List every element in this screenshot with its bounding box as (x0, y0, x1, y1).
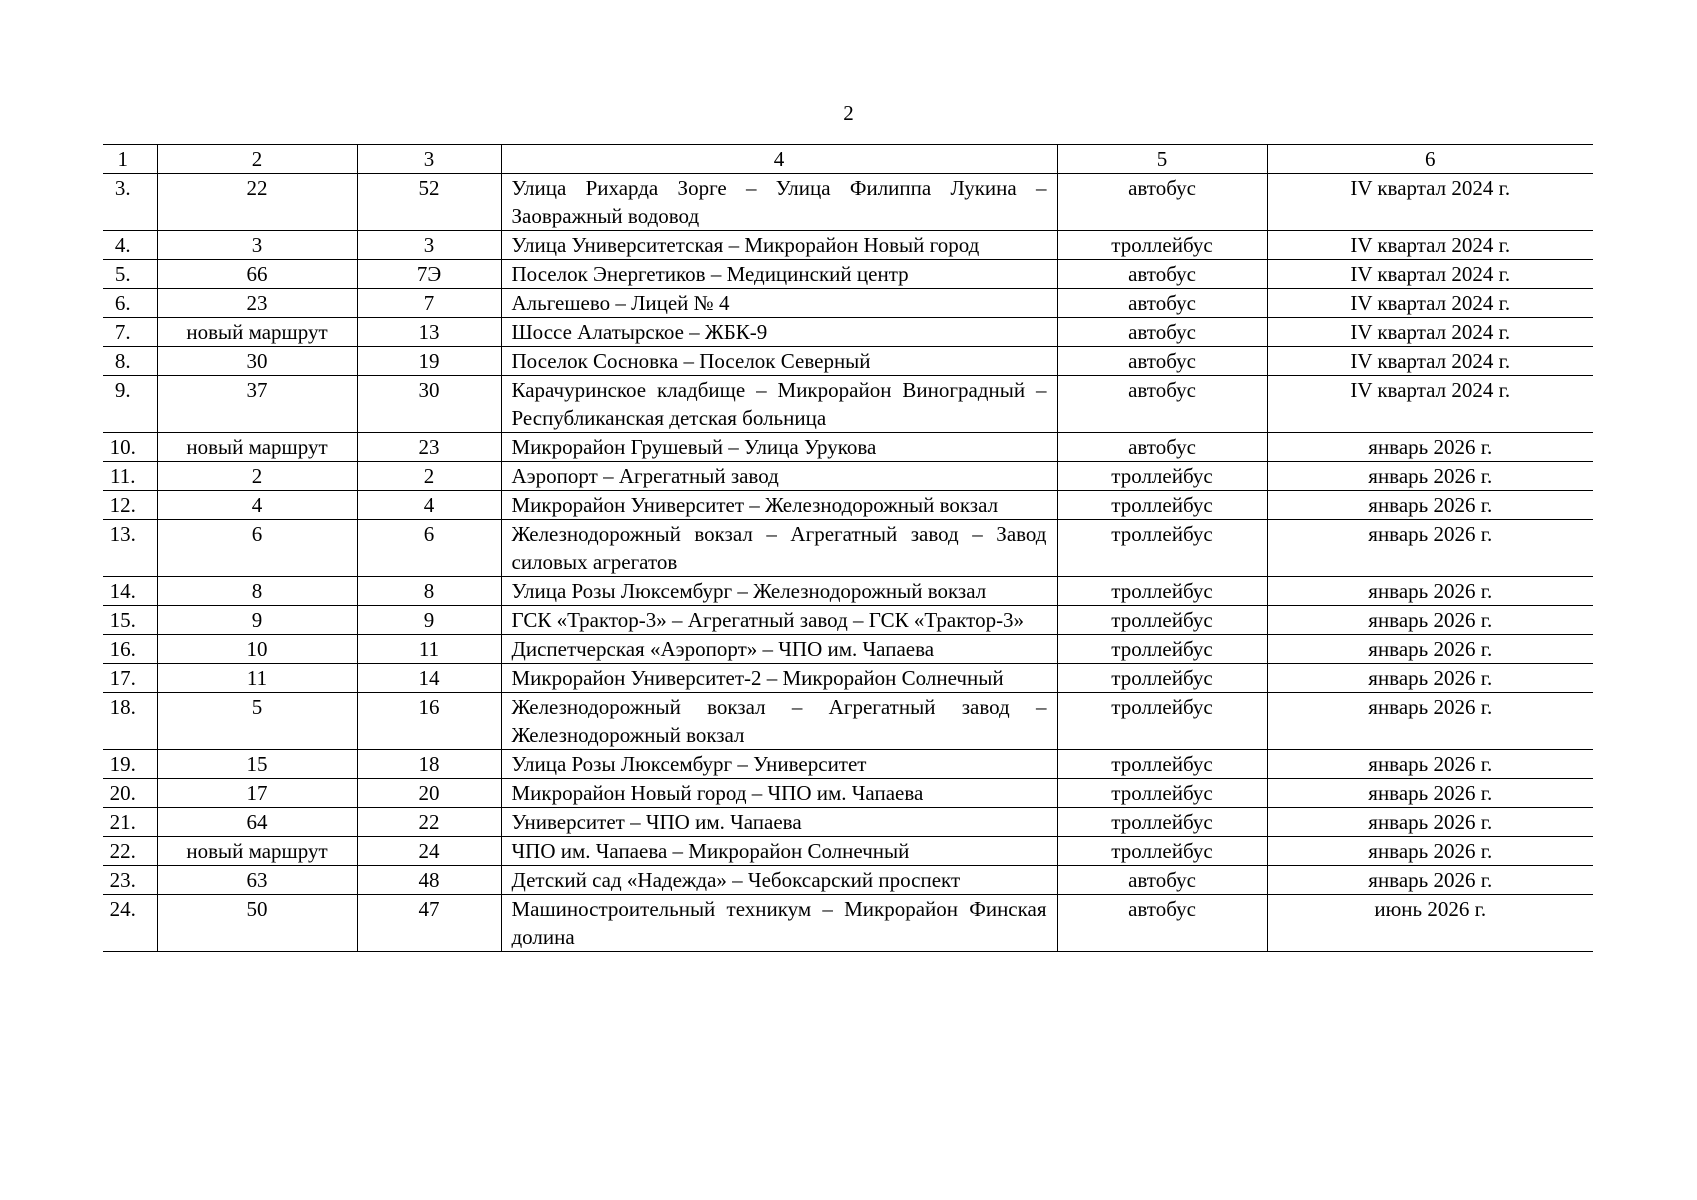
old-route-number-cell: 3 (157, 231, 357, 260)
header-cell-4: 4 (501, 145, 1057, 174)
row-number-cell: 6. (103, 289, 157, 318)
row-number-cell: 22. (103, 837, 157, 866)
old-route-number-cell: 23 (157, 289, 357, 318)
row-number-cell: 15. (103, 606, 157, 635)
old-route-number-cell: 30 (157, 347, 357, 376)
old-route-number-cell: 8 (157, 577, 357, 606)
table-row (103, 837, 1593, 866)
table-row (103, 318, 1593, 347)
new-route-number-cell: 52 (357, 174, 501, 231)
table-header-row (103, 145, 1593, 174)
transport-type-cell: троллейбус (1057, 231, 1267, 260)
table-row (103, 520, 1593, 577)
transport-type-cell: автобус (1057, 347, 1267, 376)
route-name-cell: Улица Университетская – Микрорайон Новый город (501, 231, 1057, 260)
row-number-cell: 14. (103, 577, 157, 606)
new-route-number-cell: 9 (357, 606, 501, 635)
transport-type-cell: троллейбус (1057, 635, 1267, 664)
transport-type-cell: автобус (1057, 895, 1267, 952)
new-route-number-cell: 16 (357, 693, 501, 750)
row-number-cell: 13. (103, 520, 157, 577)
transport-type-cell: троллейбус (1057, 808, 1267, 837)
table-row (103, 635, 1593, 664)
route-name-cell: Машиностроительный техникум – Микрорайон Финская долина (501, 895, 1057, 952)
row-number-cell: 5. (103, 260, 157, 289)
new-route-number-cell: 18 (357, 750, 501, 779)
old-route-number-cell: новый маршрут (157, 433, 357, 462)
launch-date-cell: январь 2026 г. (1267, 433, 1593, 462)
table-row (103, 260, 1593, 289)
table-row (103, 779, 1593, 808)
route-name-cell: ГСК «Трактор-3» – Агрегатный завод – ГСК «Трактор-3» (501, 606, 1057, 635)
row-number-cell: 9. (103, 376, 157, 433)
old-route-number-cell: 6 (157, 520, 357, 577)
table-row (103, 664, 1593, 693)
row-number-cell: 21. (103, 808, 157, 837)
header-cell-1: 1 (103, 145, 157, 174)
launch-date-cell: IV квартал 2024 г. (1267, 318, 1593, 347)
transport-type-cell: троллейбус (1057, 779, 1267, 808)
route-name-cell: Микрорайон Университет – Железнодорожный вокзал (501, 491, 1057, 520)
old-route-number-cell: 64 (157, 808, 357, 837)
new-route-number-cell: 48 (357, 866, 501, 895)
route-name-cell: Железнодорожный вокзал – Агрегатный завод – Завод силовых агрегатов (501, 520, 1057, 577)
new-route-number-cell: 13 (357, 318, 501, 347)
transport-type-cell: автобус (1057, 866, 1267, 895)
transport-type-cell: автобус (1057, 376, 1267, 433)
route-name-cell: Микрорайон Университет-2 – Микрорайон Солнечный (501, 664, 1057, 693)
route-name-cell: ЧПО им. Чапаева – Микрорайон Солнечный (501, 837, 1057, 866)
routes-table-body (103, 145, 1593, 952)
new-route-number-cell: 22 (357, 808, 501, 837)
new-route-number-cell: 14 (357, 664, 501, 693)
table-row (103, 693, 1593, 750)
launch-date-cell: январь 2026 г. (1267, 866, 1593, 895)
old-route-number-cell: 17 (157, 779, 357, 808)
old-route-number-cell: 37 (157, 376, 357, 433)
old-route-number-cell: 63 (157, 866, 357, 895)
new-route-number-cell: 30 (357, 376, 501, 433)
launch-date-cell: январь 2026 г. (1267, 779, 1593, 808)
row-number-cell: 10. (103, 433, 157, 462)
launch-date-cell: январь 2026 г. (1267, 693, 1593, 750)
route-name-cell: Железнодорожный вокзал – Агрегатный завод – Железнодорожный вокзал (501, 693, 1057, 750)
old-route-number-cell: 5 (157, 693, 357, 750)
row-number-cell: 19. (103, 750, 157, 779)
row-number-cell: 24. (103, 895, 157, 952)
row-number-cell: 18. (103, 693, 157, 750)
launch-date-cell: IV квартал 2024 г. (1267, 376, 1593, 433)
launch-date-cell: январь 2026 г. (1267, 635, 1593, 664)
transport-type-cell: автобус (1057, 318, 1267, 347)
row-number-cell: 7. (103, 318, 157, 347)
transport-type-cell: троллейбус (1057, 837, 1267, 866)
row-number-cell: 12. (103, 491, 157, 520)
launch-date-cell: IV квартал 2024 г. (1267, 231, 1593, 260)
old-route-number-cell: 66 (157, 260, 357, 289)
route-name-cell: Поселок Сосновка – Поселок Северный (501, 347, 1057, 376)
route-name-cell: Аэропорт – Агрегатный завод (501, 462, 1057, 491)
row-number-cell: 3. (103, 174, 157, 231)
table-row (103, 231, 1593, 260)
transport-type-cell: автобус (1057, 260, 1267, 289)
route-name-cell: Микрорайон Грушевый – Улица Урукова (501, 433, 1057, 462)
route-name-cell: Улица Рихарда Зорге – Улица Филиппа Лукина – Заовражный водовод (501, 174, 1057, 231)
table-row (103, 895, 1593, 952)
launch-date-cell: январь 2026 г. (1267, 606, 1593, 635)
old-route-number-cell: новый маршрут (157, 318, 357, 347)
table-row (103, 347, 1593, 376)
route-name-cell: Улица Розы Люксембург – Университет (501, 750, 1057, 779)
transport-type-cell: троллейбус (1057, 577, 1267, 606)
new-route-number-cell: 7Э (357, 260, 501, 289)
old-route-number-cell: 2 (157, 462, 357, 491)
transport-type-cell: троллейбус (1057, 606, 1267, 635)
table-row (103, 606, 1593, 635)
row-number-cell: 16. (103, 635, 157, 664)
new-route-number-cell: 20 (357, 779, 501, 808)
page-number: 2 (843, 101, 854, 125)
transport-type-cell: троллейбус (1057, 520, 1267, 577)
launch-date-cell: январь 2026 г. (1267, 577, 1593, 606)
new-route-number-cell: 19 (357, 347, 501, 376)
transport-type-cell: автобус (1057, 433, 1267, 462)
transport-type-cell: автобус (1057, 289, 1267, 318)
row-number-cell: 11. (103, 462, 157, 491)
table-row (103, 750, 1593, 779)
launch-date-cell: январь 2026 г. (1267, 808, 1593, 837)
launch-date-cell: IV квартал 2024 г. (1267, 289, 1593, 318)
route-name-cell: Карачуринское кладбище – Микрорайон Виноградный – Республиканская детская больница (501, 376, 1057, 433)
table-row (103, 433, 1593, 462)
route-name-cell: Поселок Энергетиков – Медицинский центр (501, 260, 1057, 289)
table-row (103, 577, 1593, 606)
route-name-cell: Шоссе Алатырское – ЖБК-9 (501, 318, 1057, 347)
table-row (103, 462, 1593, 491)
launch-date-cell: июнь 2026 г. (1267, 895, 1593, 952)
new-route-number-cell: 11 (357, 635, 501, 664)
new-route-number-cell: 7 (357, 289, 501, 318)
transport-type-cell: троллейбус (1057, 462, 1267, 491)
table-row (103, 174, 1593, 231)
header-cell-6: 6 (1267, 145, 1593, 174)
row-number-cell: 4. (103, 231, 157, 260)
new-route-number-cell: 47 (357, 895, 501, 952)
old-route-number-cell: 22 (157, 174, 357, 231)
old-route-number-cell: новый маршрут (157, 837, 357, 866)
header-cell-3: 3 (357, 145, 501, 174)
launch-date-cell: январь 2026 г. (1267, 664, 1593, 693)
transport-type-cell: троллейбус (1057, 750, 1267, 779)
route-name-cell: Улица Розы Люксембург – Железнодорожный вокзал (501, 577, 1057, 606)
launch-date-cell: январь 2026 г. (1267, 491, 1593, 520)
old-route-number-cell: 11 (157, 664, 357, 693)
table-row (103, 491, 1593, 520)
table-row (103, 376, 1593, 433)
old-route-number-cell: 4 (157, 491, 357, 520)
table-row (103, 808, 1593, 837)
header-cell-2: 2 (157, 145, 357, 174)
route-name-cell: Детский сад «Надежда» – Чебоксарский проспект (501, 866, 1057, 895)
new-route-number-cell: 2 (357, 462, 501, 491)
route-name-cell: Микрорайон Новый город – ЧПО им. Чапаева (501, 779, 1057, 808)
row-number-cell: 23. (103, 866, 157, 895)
launch-date-cell: IV квартал 2024 г. (1267, 347, 1593, 376)
row-number-cell: 20. (103, 779, 157, 808)
new-route-number-cell: 8 (357, 577, 501, 606)
table-row (103, 866, 1593, 895)
transport-type-cell: троллейбус (1057, 664, 1267, 693)
launch-date-cell: январь 2026 г. (1267, 520, 1593, 577)
old-route-number-cell: 10 (157, 635, 357, 664)
transport-type-cell: автобус (1057, 174, 1267, 231)
launch-date-cell: январь 2026 г. (1267, 462, 1593, 491)
routes-table (103, 144, 1593, 952)
old-route-number-cell: 50 (157, 895, 357, 952)
new-route-number-cell: 4 (357, 491, 501, 520)
transport-type-cell: троллейбус (1057, 491, 1267, 520)
launch-date-cell: IV квартал 2024 г. (1267, 174, 1593, 231)
launch-date-cell: IV квартал 2024 г. (1267, 260, 1593, 289)
table-row (103, 289, 1593, 318)
new-route-number-cell: 3 (357, 231, 501, 260)
new-route-number-cell: 23 (357, 433, 501, 462)
route-name-cell: Альгешево – Лицей № 4 (501, 289, 1057, 318)
old-route-number-cell: 15 (157, 750, 357, 779)
header-cell-5: 5 (1057, 145, 1267, 174)
route-name-cell: Университет – ЧПО им. Чапаева (501, 808, 1057, 837)
row-number-cell: 8. (103, 347, 157, 376)
new-route-number-cell: 6 (357, 520, 501, 577)
launch-date-cell: январь 2026 г. (1267, 750, 1593, 779)
launch-date-cell: январь 2026 г. (1267, 837, 1593, 866)
row-number-cell: 17. (103, 664, 157, 693)
transport-type-cell: троллейбус (1057, 693, 1267, 750)
route-name-cell: Диспетчерская «Аэропорт» – ЧПО им. Чапаева (501, 635, 1057, 664)
old-route-number-cell: 9 (157, 606, 357, 635)
new-route-number-cell: 24 (357, 837, 501, 866)
